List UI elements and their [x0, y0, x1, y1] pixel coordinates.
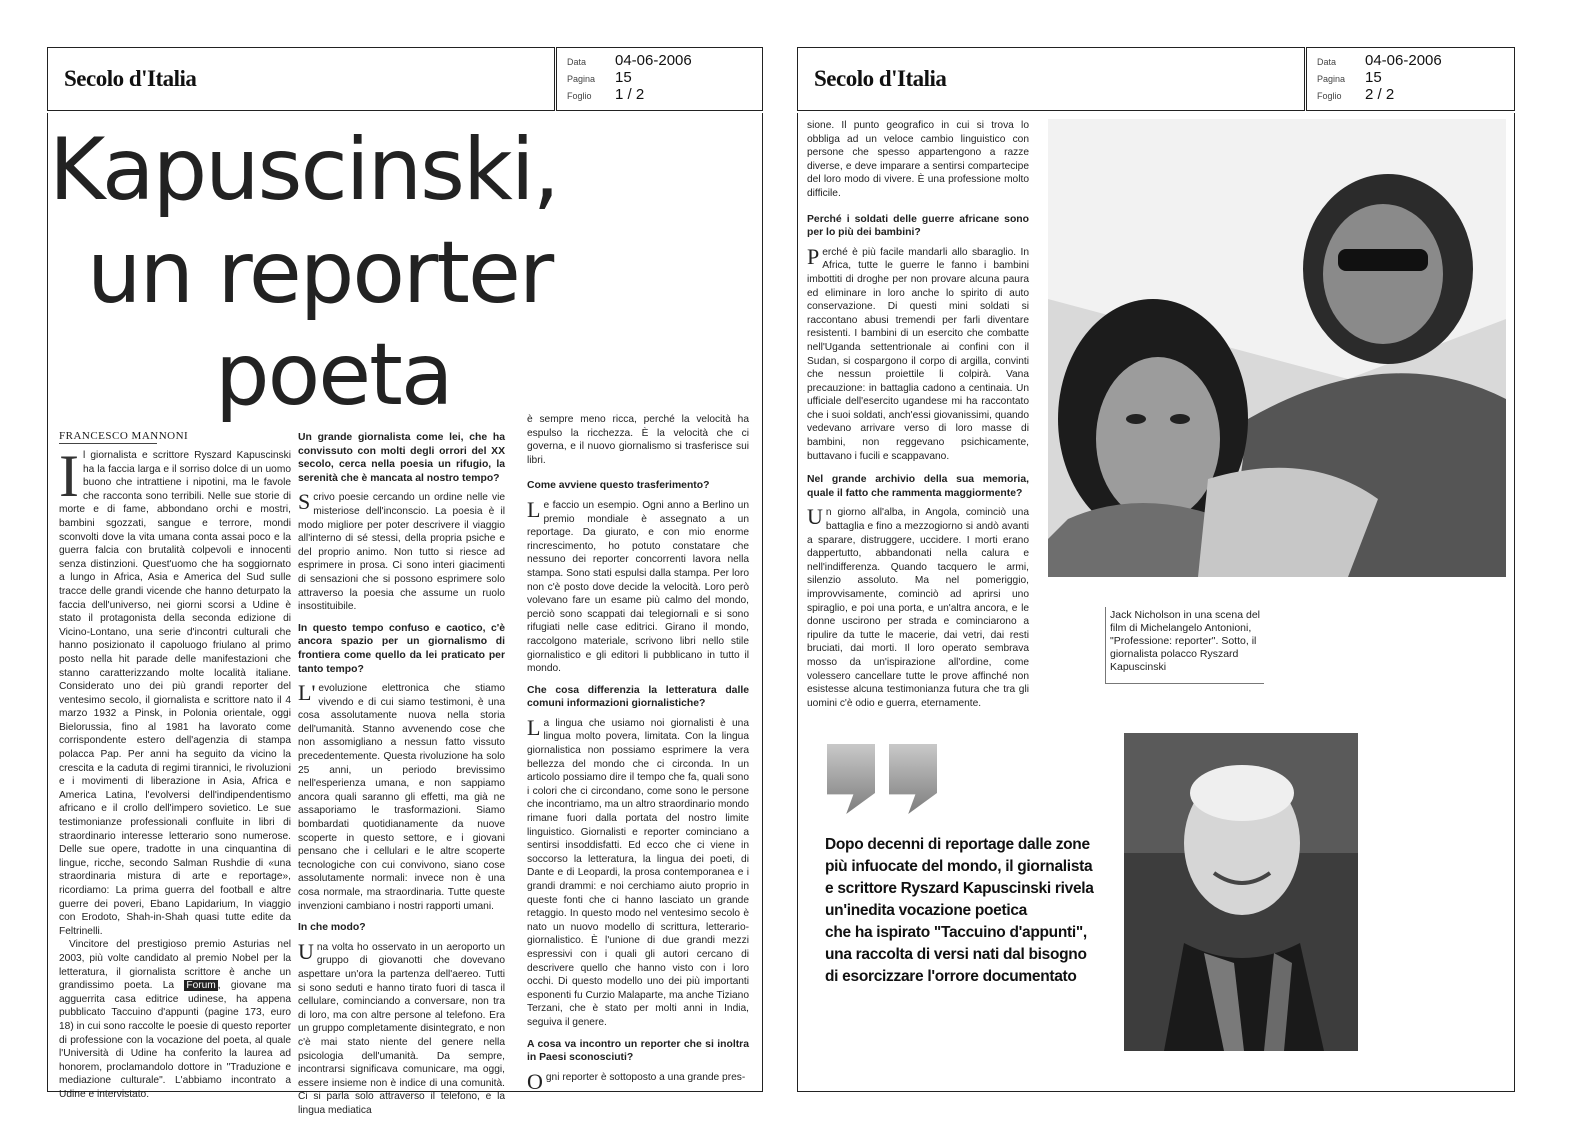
film-still-photo [1048, 119, 1506, 577]
meta-page: Pagina 15 [1317, 69, 1382, 86]
page-header [47, 47, 763, 111]
headline-line-1: Kapuscinski, [49, 120, 559, 220]
meta-box [556, 47, 763, 111]
paragraph: Vincitore del prestigioso premio Asturias nel 2003, più volte candidato al premio Nobel per la letteratura, il giornalista scrittore è anche un grandissimo poeta. La Forum , giovane ma agguerrita casa editrice udinese, ha appena pubblicato Taccuino d'appunti (pagine 173, euro 18) in cui sono raccolte le poesie di questo reporter di professione con la vocazione del poeta, al quale l'Università di Udine ha conferito la laurea ad honorem, proclamandolo dottore in "Traduzione e mediazione culturale". L'abbiamo incontrato a Udine e intervistato. [59, 939, 291, 1100]
newspaper-page-2 [797, 47, 1515, 1092]
article-column-1 [59, 443, 291, 1100]
byline: FRANCESCO MANNONI [59, 430, 189, 442]
article-column-4 [807, 119, 1029, 709]
interview-question: Come avviene questo trasferimento? [527, 480, 710, 492]
masthead-logo: Secolo d'Italia [814, 66, 947, 91]
interview-answer: La lingua che usiamo noi giornalisti è una lingua molto povera, limitata. Con la lingua giornalistica non possiamo esprimere la vera bellezza del mondo che ci circonda. In un articolo possiamo dire il tempo che fa, quali sono i colori che ci circondano, come sono le persone che incontriamo, ma un altro straordinario mondo rimane fuori dalla portata del nostro limite linguistico. Giornalisti e reporter cominciano a sentirsi insoddisfatti. Ed ecco che ci viene in soccorso la letteratura, la lingua dei poeti, di Dante e di Leopardi, la prosa contemporanea e i grandi drammi: e noi cerchiamo aiuto proprio in queste fonti che ci hanno lasciato un grande retaggio. In questo modo nel ventesimo secolo è nato un nuovo modello di scrittura, letterario-giornalistico. È l'unione di due grandi mezzi espressivi con i quali gli autori cercano di descrivere quello che hanno visto con i loro occhi. Di questo modello uno dei più importanti esponenti fu Curzio Malaparte, ma anche Tiziano Terzani, che è stato per molti anni in India, seguiva il genere. [527, 714, 749, 1028]
meta-sheet: Foglio 1 / 2 [567, 86, 645, 103]
newspaper-page-1 [47, 47, 763, 1116]
interview-answer: L' evoluzione elettronica che stiamo vivendo e di cui siamo testimoni, è una cosa assolutamente nuova nella storia dell'umanità. Stanno avvenendo cose che non assomigliano a nessun fatto vissuto precedentemente. Questa rivoluzione ha solo 25 anni, un periodo brevissimo nell'esperienza umana, e non sappiamo ancora quali saranno gli effetti, ma già ne assaporiamo le trasformazioni. Siamo bombardati quotidianamente da nuove scoperte in questo settore, e i giovani pensano che i cellulari e le altre scoperte tecnologiche con cui convivono, siano cose assolutamente normali: invece non è una cosa normale, ma straordinaria. Tutte queste invenzioni cambiano i nostri rapporti umani. [298, 680, 505, 912]
interview-question: A cosa va incontro un reporter che si inoltra in Paesi sconosciuti? [527, 1038, 749, 1064]
masthead-box [47, 47, 555, 111]
interview-question: In che modo? [298, 922, 366, 934]
masthead-logo: Secolo d'Italia [64, 66, 197, 91]
page-header [797, 47, 1515, 111]
interview-answer: Una volta ho osservato in un aeroporto un gruppo di giovanotti che dovevano aspettare un'ora la partenza dell'aereo. Tutti si sono seduti e hanno tirato fuori di tasca il cellulare, cominciando a conversare, non tra di loro, ma con altre persone al telefono. Era un gruppo completamente disintegrato, e non c'è mai stato niente del genere nella psicologia dell'umanità. Da sempre, incontrarsi significava comunicare, ma oggi, essere insieme non è indice di una comunità. Ci si parla solo attraverso il telefono, e la lingua mediatica [298, 938, 505, 1116]
headline-line-3: poeta [215, 325, 452, 425]
interview-answer: Perché è più facile mandarli allo sbaraglio. In Africa, tutte le guerre le fanno i bambini imbottiti di droghe per non provare alcuna paura ed eliminare in loro anche lo spirito di auto conservazione. Di questi mini soldati si raccontano abusi tremendi per farli diventare resistenti. I bambini di un esercito che combatte nell'Uganda settentrionale ai confini con il Sudan, si cospargono il corpo di argilla, convinti che nessun proiettile li colpirà. Vana precauzione: in battaglia cadono a centinaia. Un ufficiale dell'esercito ugandese mi ha raccontato che i suoi soldati, anch'essi giovanissimi, quando vedevano arrivare verso di loro masse di bambini, non reggevano psichicamente, buttavano i fucili e scappavano. [807, 243, 1029, 462]
portrait-photo [1124, 733, 1358, 1051]
meta-box [1306, 47, 1515, 111]
interview-question: Nel grande archivio della sua memoria, quale il fatto che rammenta maggiormente? [807, 474, 1029, 499]
paragraph: è sempre meno ricca, perché la velocità ha espulso la ricchezza. È la velocità che ci governa, e il nuovo giornalismo si trasferisce sui libri. [527, 414, 749, 466]
drop-cap: I [59, 443, 79, 509]
meta-page: Pagina 15 [567, 69, 632, 86]
portrait-photo-art [1124, 733, 1358, 1051]
interview-question: Che cosa differenzia la letteratura dalle comuni informazioni giornalistiche? [527, 684, 749, 710]
article-column-2 [298, 431, 505, 1116]
paragraph: l giornalista e scrittore Ryszard Kapuscinski ha la faccia larga e il sorriso dolce di un uomo buono che intrattiene i nipotini, ma le favole che racconta sono terribili. Nelle sue storie di morte e di fame, abbondano orchi e mostri, bambini sgozzati, sangue e terrore, mondi sconvolti dove la vita umana conta assai poco e la guerra falcia con brutalità colpevoli e innocenti senza distinzioni. Quest'uomo che ha soggiornato a lungo in Africa, Asia e America del Sud sulle tracce delle grandi vicende che hanno deturpato la faccia dell'universo, nei giorni scorsi a Udine è stato il protagonista della seconda edizione di Vicino-Lontano, una serie d'incontri culturali che hanno posizionato il capoluogo friulano al primo posto nella hit parade delle manifestazioni che stanno caratterizzando molte località italiane. Considerato uno dei più grandi reporter del ventesimo secolo, il giornalista e scrittore nato il 4 marzo 1932 a Pinsk, in Polonia orientale, oggi Bielorussia, fino al 1981 ha lavorato come corrispondente estero dell'agenzia di stampa polacca Pap. Per anni ha seguito da vicino la crescita e la caduta di regimi tirannici, le rivoluzioni e i movimenti di liberazione in Asia, Africa e America Latina, l'evolversi dell'indipendentismo africano e il crollo dell'impero sovietico. Le sue testimonianze professionali confluite in libri di straordinario interesse letterario sono numerose. Delle sue opere, tradotte in una cinquantina di lingue, ricche, secondo Salman Rushdie di «una straordinaria mistura di arte e reportage», ricordiamo: La prima guerra del football e altre guerre dei poveri, Ebano Lapidarium, In viaggio con Erodoto, Shah-in-Shah quasi tutte edite da Feltrinelli. [59, 450, 291, 937]
interview-answer: Le faccio un esempio. Ogni anno a Berlino un premio mondiale è assegnato a un reportage. Da giurato, e con mio enorme rincrescimento, ho potuto constatare che nessuno dei reporter concorrenti lavora nella stampa. Sono stati espulsi dalla stampa. Per loro non c'è posto dove decide la velocità. Loro però volevano fare un esame più calmo del mondo, perciò sono scappati dai telegiornali e si sono rifugiati nelle case editrici. Girano il mondo, raccolgono materiale, scrivono libri nello stile giornalistico e gli editori li pubblicano in tutto il mondo. [527, 496, 749, 675]
photo-caption: Jack Nicholson in una scena del film di Michelangelo Antonioni, "Professione: reporter". Sotto, il giornalista polacco Ryszard Kapuscinski [1105, 607, 1264, 684]
meta-date: Data 04-06-2006 [567, 52, 692, 69]
interview-question: In questo tempo confuso e caotico, c'è ancora spazio per un giornalismo di frontiera come quello da lei praticato per tanto tempo? [298, 622, 505, 675]
interview-question: Un grande giornalista come lei, che ha convissuto con molti degli orrori del XX secolo, cerca nella poesia un rifugio, la serenità che è mancata al nostro tempo? [298, 432, 505, 484]
masthead-box [797, 47, 1305, 111]
interview-question: Perché i soldati delle guerre africane sono per lo più dei bambini? [807, 213, 1029, 239]
pull-quote: Dopo decenni di reportage dalle zone più infuocate del mondo, il giornalista e scrittore Ryszard Kapuscinski rivela un'inedita vocazione poetica che ha ispirato "Taccuino d'appunti", una raccolta di versi nati dal bisogno di esorcizzare l'orrore documentato [825, 836, 1094, 985]
interview-answer: Ogni reporter è sottoposto a una grande pres- [527, 1068, 746, 1094]
meta-date: Data 04-06-2006 [1317, 52, 1442, 69]
interview-answer: Un giorno all'alba, in Angola, cominciò una battaglia e fino a mezzogiorno si andò avanti a sparare, distruggere, uccidere. I morti erano dappertutto, abbandonati nella calura e nell'indifferenza. Quando tacquero le armi, silenzio assoluto. Ma nel pomeriggio, improvvisamente, cominciò ad aprirsi uno spiraglio, e poi una porta, e un'altra ancora, e le donne uscirono per strada e cominciarono a ripulire da tutte le macerie, dai vetri, dai resti bruciati, dai morti. Il loro operato sembrava mosso da un'ispirazione all'ordine, come volessero cancellare tutte le prove affinché non esistesse alcuna testimonianza futura che tra gli uomini c'è odio e guerra, eternamente. [807, 504, 1029, 709]
headline-line-2: un reporter [87, 223, 553, 323]
paragraph: sione. Il punto geografico in cui si trova lo obbliga ad un veloce cambio linguistico con persone che spesso appartengono a razze diverse, e deve imparare a sentirsi compartecipe del loro modo di vivere. È una professione molto difficile. [807, 120, 1029, 199]
meta-sheet: Foglio 2 / 2 [1317, 86, 1395, 103]
interview-answer: Scrivo poesie cercando un ordine nelle vie misteriose dell'inconscio. La poesia è il modo migliore per poter descrivere il viaggio all'interno di sé stessi, della propria psiche e del proprio animo. Non tutto si riesce ad esprimere in prosa. Ci sono interi giacimenti di sensazioni che si possono esprimere solo attraverso la poesia che assume un ruolo insostituibile. [298, 489, 505, 613]
forum-highlight: Forum [186, 980, 216, 992]
film-still-photo-art [1048, 119, 1506, 577]
article-column-3 [527, 413, 749, 1094]
